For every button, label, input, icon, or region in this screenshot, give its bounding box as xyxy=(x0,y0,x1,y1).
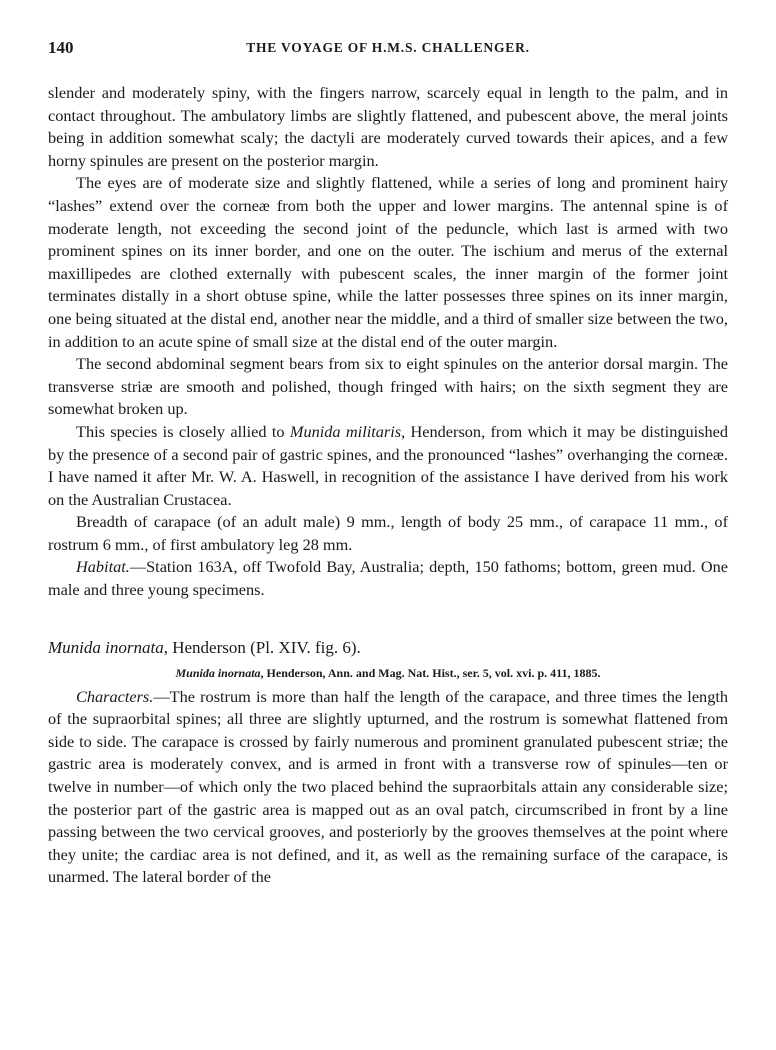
page-header xyxy=(48,38,728,64)
page-number: 140 xyxy=(48,38,74,57)
paragraph-characters xyxy=(48,686,728,889)
habitat-label: Habitat. xyxy=(76,557,130,577)
affinities-text-b: , Henderson, from which it may be distinguished by the presence of a second pair of gastric spines, and the pronounced “lashes” overhanging the corneæ. I have named it after Mr. W. A. Haswell, in recognition of the assistance I have derived from his work on the Australian Crustacea. xyxy=(48,421,728,509)
species-reference: Munida militaris xyxy=(289,421,402,441)
affinities-text-a: This species is closely allied to xyxy=(76,421,290,441)
characters-text: —The rostrum is more than half the length of the carapace, and three times the length of the supraorbital spines; all three are slightly upturned, and the rostrum is somewhat flattened from side to side. The carapace is crossed by fairly numerous and prominent granulated pubescent striæ; the gastric area is moderately convex, and is armed in front with a transverse row of spinules—ten or twelve in number—of which only the two placed behind the supraorbitals attain any considerable size; the posterior part of the gastric area is mapped out as an oval patch, circumscribed in front by a line passing between the two cervical grooves, and posteriorly by the grooves themselves at the point where they unite; the cardiac area is not defined, and it, as well as the remaining surface of the carapace, is unarmed. The lateral border of the xyxy=(48,686,728,887)
citation-text: , Henderson, Ann. and Mag. Nat. Hist., ser. 5, vol. xvi. p. 411, 1885. xyxy=(260,665,601,680)
species-name: Munida inornata xyxy=(48,637,164,657)
paragraph-eyes: The eyes are of moderate size and slightly flattened, while a series of long and prominent hairy “lashes” extend over the corneæ from both the upper and lower margins. The antennal spine is of moderate length, not exceeding the second joint of the peduncle, which last is armed with two prominent spines on its inner border, and one on the outer. The ischium and merus of the external maxillipedes are clothed externally with pubescent scales, the inner margin of the former joint terminates distally in a short obtuse spine, while the latter possesses three spines on its inner margin, one being situated at the distal end, another near the middle, and a third of smaller size between the two, in addition to an acute spine of small size at the distal end of the outer margin. xyxy=(48,173,728,351)
page xyxy=(48,38,728,889)
habitat-text: —Station 163A, off Twofold Bay, Australia; depth, 150 fathoms; bottom, green mud. One male and three young specimens. xyxy=(48,557,728,600)
citation-name: Munida inornata xyxy=(175,665,261,680)
paragraph-measurements: Breadth of carapace (of an adult male) 9 mm., length of body 25 mm., of carapace 11 mm., of rostrum 6 mm., of first ambulatory leg 28 mm. xyxy=(48,512,728,554)
body-text xyxy=(48,82,728,889)
paragraph-habitat xyxy=(48,556,728,601)
characters-label: Characters. xyxy=(76,686,154,706)
paragraph-continued: slender and moderately spiny, with the fingers narrow, scarcely equal in length to the palm, and in contact throughout. The ambulatory limbs are slightly flattened, and pubescent above, the meral joints being in addition somewhat scaly; the dactyli are moderately curved towards their apices, and a few horny spinules are present on the posterior margin. xyxy=(48,83,728,170)
paragraph-abdomen: The second abdominal segment bears from six to eight spinules on the anterior dorsal margin. The transverse striæ are smooth and polished, though fringed with hairs; on the sixth segment they are somewhat broken up. xyxy=(48,354,728,419)
species-heading xyxy=(48,636,728,660)
species-authority: , Henderson (Pl. XIV. fig. 6). xyxy=(163,637,361,657)
paragraph-affinities xyxy=(48,421,728,511)
running-title: THE VOYAGE OF H.M.S. CHALLENGER. xyxy=(246,40,530,55)
citation xyxy=(48,664,728,682)
